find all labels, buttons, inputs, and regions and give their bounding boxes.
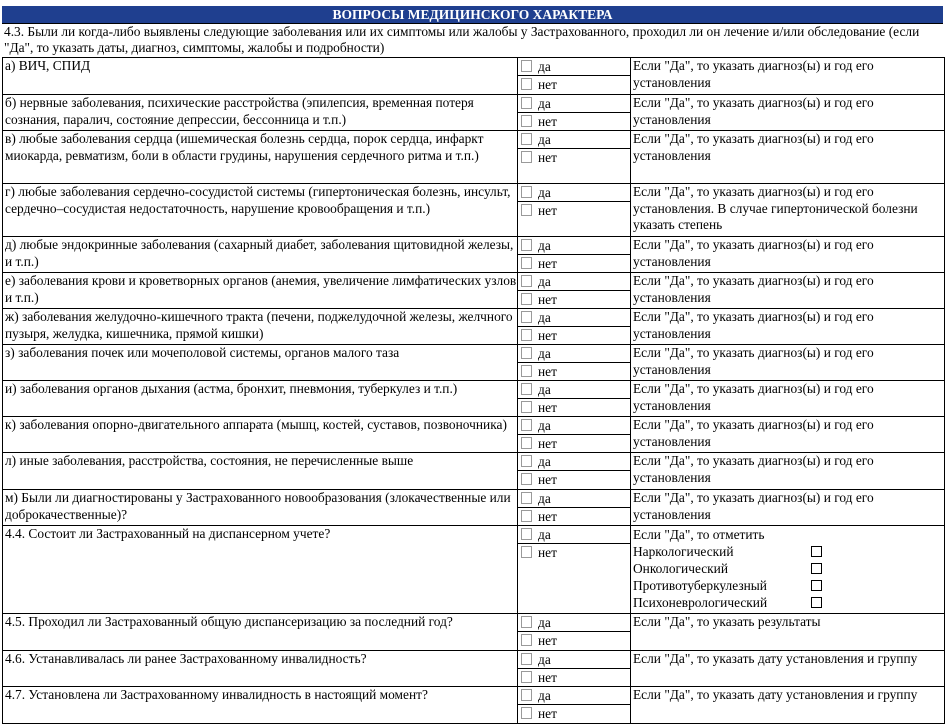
- question-row: [3, 58, 945, 95]
- checkbox-icon[interactable]: [521, 186, 532, 198]
- checkbox-icon[interactable]: [521, 383, 532, 395]
- answer-cell: [518, 273, 631, 309]
- answer-yes[interactable]: [518, 58, 630, 76]
- answer-no-label: нет: [538, 670, 557, 685]
- answer-note[interactable]: Если "Да", то указать диагноз(ы) и год его установления: [631, 95, 945, 131]
- answer-yes[interactable]: [518, 687, 630, 705]
- answer-yes[interactable]: [518, 309, 630, 327]
- answer-yes-label: да: [538, 310, 551, 325]
- answer-no-label: нет: [538, 150, 557, 165]
- answer-note[interactable]: Если "Да", то указать дату установления и группу: [631, 687, 945, 724]
- question-text: г) любые заболевания сердечно-сосудистой системы (гипертоническая болезнь, инсульт, сердечно–сосудистая недостаточность, нарушение кровообращения и т.п.): [3, 184, 518, 237]
- answer-yes-label: да: [538, 59, 551, 74]
- answer-no-label: нет: [538, 509, 557, 524]
- checkbox-icon[interactable]: [521, 401, 532, 413]
- answer-yes-label: да: [538, 382, 551, 397]
- checkbox-icon[interactable]: [521, 689, 532, 701]
- checkbox-icon[interactable]: [521, 329, 532, 341]
- answer-yes[interactable]: [518, 614, 630, 632]
- checkbox-icon[interactable]: [521, 671, 532, 683]
- answer-no-label: нет: [538, 706, 557, 721]
- answer-yes[interactable]: [518, 381, 630, 399]
- question-text: ж) заболевания желудочно-кишечного тракта (печени, поджелудочной железы, желчного пузыря, желудка, кишечника, прямой кишки): [3, 309, 518, 345]
- answer-no-label: нет: [538, 400, 557, 415]
- answer-cell: [518, 490, 631, 526]
- note-text: Если "Да", то отметить: [633, 527, 765, 542]
- answer-yes[interactable]: [518, 417, 630, 435]
- answer-no-label: нет: [538, 292, 557, 307]
- dispensary-option[interactable]: [633, 594, 944, 611]
- checkbox-icon[interactable]: [521, 546, 532, 558]
- answer-yes[interactable]: [518, 453, 630, 471]
- question-4-3-intro: 4.3. Были ли когда-либо выявлены следующие заболевания или их симптомы или жалобы у Застрахованного, проходил ли он лечение и/или обследование (если "Да", то указать даты, диагноз, симптомы, жалобы и подробности): [4, 24, 920, 55]
- answer-no[interactable]: [518, 435, 630, 452]
- checkbox-icon[interactable]: [521, 97, 532, 109]
- answer-note[interactable]: Если "Да", то указать диагноз(ы) и год его установления. В случае гипертонической болезни указать степень: [631, 184, 945, 237]
- question-row: [3, 237, 945, 273]
- answer-no[interactable]: [518, 508, 630, 525]
- answer-note[interactable]: Если "Да", то указать диагноз(ы) и год его установления: [631, 345, 945, 381]
- answer-note[interactable]: Если "Да", то указать диагноз(ы) и год его установления: [631, 417, 945, 453]
- answer-no[interactable]: [518, 669, 630, 686]
- question-text: и) заболевания органов дыхания (астма, бронхит, пневмония, туберкулез и т.п.): [3, 381, 518, 417]
- dispensary-option-label: Наркологический: [633, 544, 734, 559]
- question-text: е) заболевания крови и кроветворных органов (анемия, увеличение лимфатических узлов и т.п.): [3, 273, 518, 309]
- question-row-4-6: [3, 651, 945, 687]
- answer-yes[interactable]: [518, 345, 630, 363]
- answer-no-label: нет: [538, 77, 557, 92]
- question-row: [3, 345, 945, 381]
- checkbox-icon[interactable]: [521, 257, 532, 269]
- answer-yes-label: да: [538, 274, 551, 289]
- answer-yes-label: да: [538, 185, 551, 200]
- question-row-4-5: [3, 614, 945, 651]
- answer-note[interactable]: Если "Да", то указать диагноз(ы) и год его установления: [631, 490, 945, 526]
- answer-no[interactable]: [518, 544, 630, 561]
- dispensary-option-label: Противотуберкулезный: [633, 578, 767, 593]
- answer-no[interactable]: [518, 632, 630, 649]
- answer-cell: [518, 237, 631, 273]
- answer-note[interactable]: Если "Да", то указать диагноз(ы) и год его установления: [631, 453, 945, 490]
- answer-no-label: нет: [538, 364, 557, 379]
- answer-yes-label: да: [538, 96, 551, 111]
- checkbox-icon[interactable]: [521, 115, 532, 127]
- checkbox-icon[interactable]: [521, 437, 532, 449]
- checkbox-icon[interactable]: [521, 60, 532, 72]
- answer-yes-label: да: [538, 132, 551, 147]
- questionnaire-form: [2, 0, 943, 727]
- checkbox-icon[interactable]: [521, 347, 532, 359]
- answer-cell: [518, 614, 631, 651]
- answer-yes[interactable]: [518, 526, 630, 544]
- answer-no-label: нет: [538, 545, 557, 560]
- answer-yes[interactable]: [518, 490, 630, 508]
- checkbox-icon[interactable]: [521, 419, 532, 431]
- answer-cell: [518, 651, 631, 687]
- question-text: д) любые эндокринные заболевания (сахарный диабет, заболевания щитовидной железы, и т.п.): [3, 237, 518, 273]
- answer-cell: [518, 687, 631, 724]
- answer-no-label: нет: [538, 256, 557, 271]
- answer-note[interactable]: Если "Да", то указать диагноз(ы) и год его установления: [631, 273, 945, 309]
- question-text: 4.4. Состоит ли Застрахованный на диспансерном учете?: [3, 526, 518, 614]
- answer-no[interactable]: [518, 113, 630, 130]
- answer-note[interactable]: Если "Да", то указать диагноз(ы) и год его установления: [631, 237, 945, 273]
- answer-note[interactable]: Если "Да", то указать диагноз(ы) и год его установления: [631, 131, 945, 184]
- dispensary-option[interactable]: [633, 560, 944, 577]
- dispensary-option-label: Психоневрологический: [633, 595, 768, 610]
- checkbox-icon[interactable]: [811, 580, 822, 591]
- checkbox-icon[interactable]: [521, 293, 532, 305]
- answer-yes-label: да: [538, 346, 551, 361]
- answer-note[interactable]: Если "Да", то указать диагноз(ы) и год его установления: [631, 309, 945, 345]
- question-row: [3, 95, 945, 131]
- question-text: м) Были ли диагностированы у Застрахованного новообразования (злокачественные или доброкачественные)?: [3, 490, 518, 526]
- checkbox-icon[interactable]: [521, 492, 532, 504]
- answer-note[interactable]: Если "Да", то указать результаты: [631, 614, 945, 651]
- question-row: [3, 273, 945, 309]
- answer-yes[interactable]: [518, 237, 630, 255]
- answer-yes-label: да: [538, 491, 551, 506]
- answer-cell: [518, 526, 631, 614]
- checkbox-icon[interactable]: [521, 455, 532, 467]
- question-text: а) ВИЧ, СПИД: [3, 58, 518, 95]
- answer-note: [631, 526, 945, 614]
- answer-no-label: нет: [538, 472, 557, 487]
- answer-cell: [518, 95, 631, 131]
- answer-cell: [518, 184, 631, 237]
- answer-yes-label: да: [538, 418, 551, 433]
- dispensary-option-label: Онкологический: [633, 561, 729, 576]
- checkbox-icon[interactable]: [521, 616, 532, 628]
- checkbox-icon[interactable]: [521, 510, 532, 522]
- question-row: [3, 184, 945, 237]
- question-text: 4.5. Проходил ли Застрахованный общую диспансеризацию за последний год?: [3, 614, 518, 651]
- answer-no[interactable]: [518, 471, 630, 488]
- answer-cell: [518, 345, 631, 381]
- answer-cell: [518, 309, 631, 345]
- answer-no-label: нет: [538, 114, 557, 129]
- answer-note[interactable]: Если "Да", то указать диагноз(ы) и год его установления: [631, 381, 945, 417]
- answer-yes[interactable]: [518, 131, 630, 149]
- checkbox-icon[interactable]: [521, 473, 532, 485]
- answer-no[interactable]: [518, 149, 630, 166]
- answer-no[interactable]: [518, 291, 630, 308]
- answer-no-label: нет: [538, 633, 557, 648]
- answer-no-label: нет: [538, 328, 557, 343]
- question-row-4-4: [3, 526, 945, 614]
- question-text: 4.6. Устанавливалась ли ранее Застрахованному инвалидность?: [3, 651, 518, 687]
- checkbox-icon[interactable]: [521, 275, 532, 287]
- checkbox-icon[interactable]: [521, 151, 532, 163]
- checkbox-icon[interactable]: [521, 365, 532, 377]
- question-text: к) заболевания опорно-двигательного аппарата (мышц, костей, суставов, позвоночника): [3, 417, 518, 453]
- dispensary-option[interactable]: [633, 543, 944, 560]
- answer-no[interactable]: [518, 255, 630, 272]
- answer-no-label: нет: [538, 203, 557, 218]
- question-text: 4.7. Установлена ли Застрахованному инвалидность в настоящий момент?: [3, 687, 518, 724]
- question-row: [3, 131, 945, 184]
- answer-yes[interactable]: [518, 273, 630, 291]
- answer-yes-label: да: [538, 454, 551, 469]
- checkbox-icon[interactable]: [521, 634, 532, 646]
- question-row-4-7: [3, 687, 945, 724]
- question-row: [3, 309, 945, 345]
- answer-no[interactable]: [518, 76, 630, 93]
- question-text: з) заболевания почек или мочеполовой системы, органов малого таза: [3, 345, 518, 381]
- answer-no[interactable]: [518, 705, 630, 722]
- answer-yes-label: да: [538, 688, 551, 703]
- answer-yes[interactable]: [518, 95, 630, 113]
- answer-note[interactable]: Если "Да", то указать диагноз(ы) и год его установления: [631, 58, 945, 95]
- answer-no[interactable]: [518, 399, 630, 416]
- answer-no[interactable]: [518, 327, 630, 344]
- answer-cell: [518, 453, 631, 490]
- checkbox-icon[interactable]: [521, 311, 532, 323]
- checkbox-icon[interactable]: [521, 707, 532, 719]
- answer-cell: [518, 58, 631, 95]
- checkbox-icon[interactable]: [521, 239, 532, 251]
- answer-note[interactable]: Если "Да", то указать дату установления и группу: [631, 651, 945, 687]
- answer-yes-label: да: [538, 652, 551, 667]
- checkbox-icon[interactable]: [521, 78, 532, 90]
- answer-yes-label: да: [538, 527, 551, 542]
- checkbox-icon[interactable]: [521, 528, 532, 540]
- section-header: ВОПРОСЫ МЕДИЦИНСКОГО ХАРАКТЕРА: [2, 6, 943, 24]
- answer-cell: [518, 381, 631, 417]
- answer-no[interactable]: [518, 363, 630, 380]
- question-text: б) нервные заболевания, психические расстройства (эпилепсия, временная потеря сознания, паралич, состояние депрессии, бессонница и т.п.): [3, 95, 518, 131]
- question-row: [3, 453, 945, 490]
- checkbox-icon[interactable]: [811, 597, 822, 608]
- questions-table: [2, 57, 945, 724]
- answer-cell: [518, 131, 631, 184]
- answer-yes-label: да: [538, 238, 551, 253]
- answer-cell: [518, 417, 631, 453]
- checkbox-icon[interactable]: [811, 563, 822, 574]
- checkbox-icon[interactable]: [521, 204, 532, 216]
- answer-yes[interactable]: [518, 184, 630, 202]
- checkbox-icon[interactable]: [811, 546, 822, 557]
- answer-yes[interactable]: [518, 651, 630, 669]
- question-row: [3, 490, 945, 526]
- question-text: л) иные заболевания, расстройства, состояния, не перечисленные выше: [3, 453, 518, 490]
- checkbox-icon[interactable]: [521, 653, 532, 665]
- question-row: [3, 381, 945, 417]
- question-text: в) любые заболевания сердца (ишемическая болезнь сердца, порок сердца, инфаркт миокарда, ревматизм, боли в области грудины, нарушения сердечного ритма и т.п.): [3, 131, 518, 184]
- checkbox-icon[interactable]: [521, 133, 532, 145]
- dispensary-option[interactable]: [633, 577, 944, 594]
- question-row: [3, 417, 945, 453]
- answer-no-label: нет: [538, 436, 557, 451]
- answer-no[interactable]: [518, 202, 630, 219]
- answer-yes-label: да: [538, 615, 551, 630]
